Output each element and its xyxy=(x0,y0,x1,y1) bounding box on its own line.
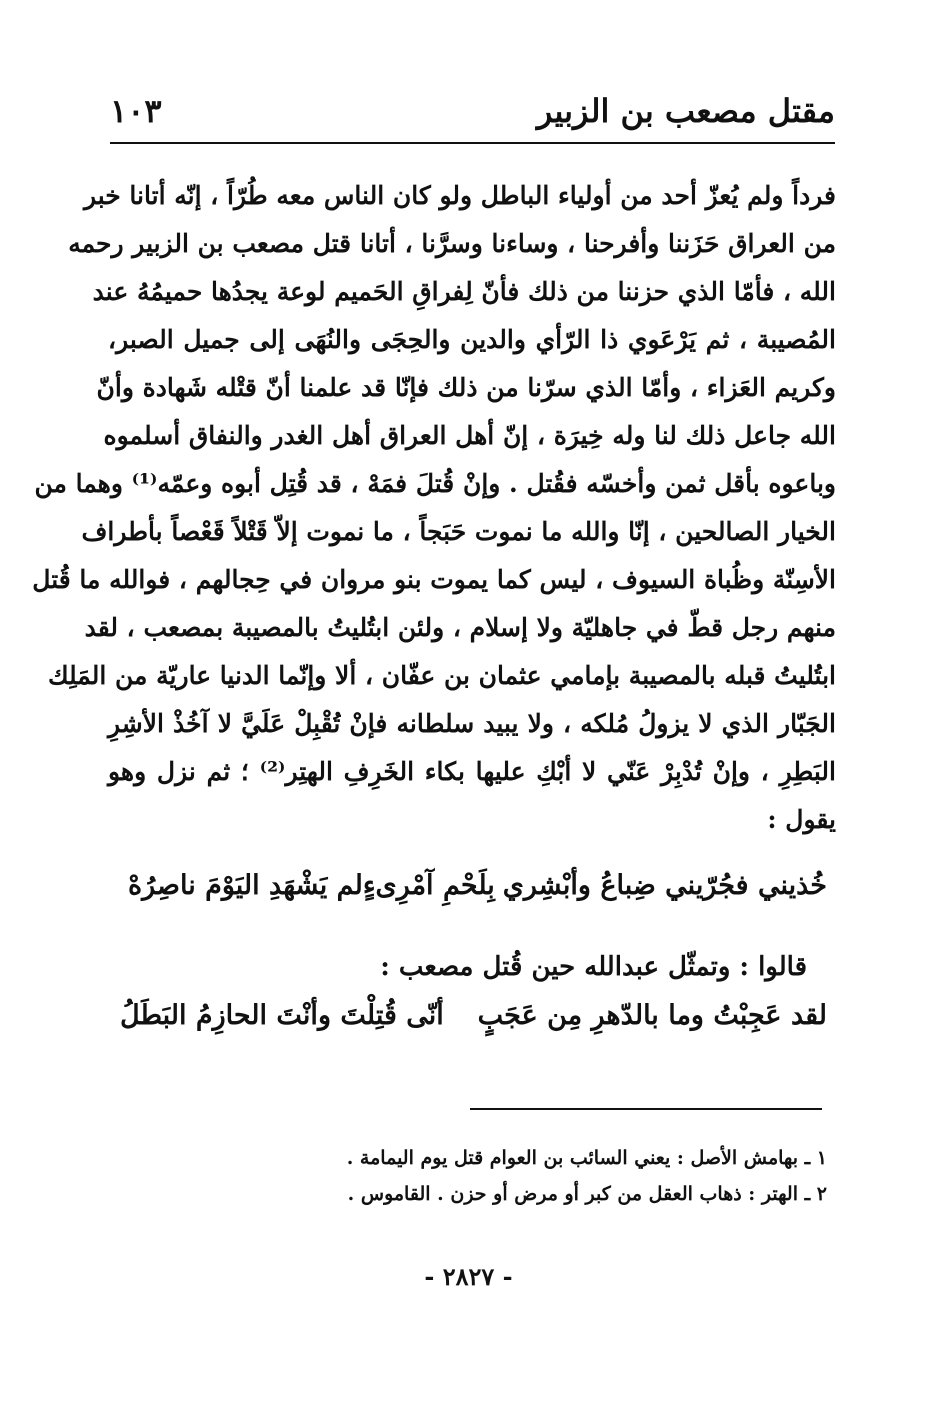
verse-2-second-hemistich: أنّى قُتِلْتَ وأنْتَ الحازِمُ البَطَلُ xyxy=(120,1000,444,1031)
text-line: فرداً ولم يُعزّ أحد من أولياء الباطل ولو كان الناس معه طُرّاً ، إنّه أتانا خبر xyxy=(83,181,836,210)
verse-2-first-hemistich: لقد عَجِبْتُ وما بالدّهرِ مِن عَجَبٍ xyxy=(477,1000,827,1031)
main-text xyxy=(32,172,836,844)
footnotes xyxy=(347,1140,827,1212)
verse-1-first-hemistich: خُذيني فجُرّيني ضِباعُ وأبْشِري xyxy=(502,870,827,901)
verse-caption: قالوا : وتمثّل عبدالله حين قُتل مصعب : xyxy=(380,952,807,982)
text-line: الجَبّار الذي لا يزولُ مُلكه ، ولا يبيد سلطانه فإنْ تُقْبِلْ عَلَيَّ لا آخُذْ الأشِرِ xyxy=(108,709,836,738)
text-line: يقول : xyxy=(767,805,836,834)
page-header xyxy=(110,88,835,138)
text-line: الله ، فأمّا الذي حزننا من ذلك فأنّ لِفراقِ الحَميم لوعة يجدُها حميمُهُ عند xyxy=(92,277,836,306)
footnote-2: ٢ ـ الهتر : ذهاب العقل من كبر أو مرض أو حزن . القاموس . xyxy=(347,1183,827,1205)
text-line: وباعوه بأقل ثمن وأخسّه فقُتل . وإنْ قُتلَ فمَهْ ، قد قُتِل أبوه وعمّه⁽¹⁾ وهما من xyxy=(34,469,836,498)
text-line: ابتُليتُ قبله بالمصيبة بإمامي عثمان بن عفّان ، ألا وإنّما الدنيا عاريّة من المَلِك xyxy=(47,661,836,690)
verse-1-second-hemistich: بِلَحْمِ آمْرِىءٍلم يَشْهَدِ اليَوْمَ ناصِرُهْ xyxy=(128,870,495,901)
text-line: الخيار الصالحين ، إنّا والله ما نموت حَبَجاً ، ما نموت إلاّ قَتْلاً قَعْصاً بأطراف xyxy=(81,517,836,546)
header-divider xyxy=(110,142,835,144)
text-line: الله جاعل ذلك لنا وله خِيرَة ، إنّ أهل العراق أهل الغدر والنفاق أسلموه xyxy=(103,421,836,450)
text-line: منهم رجل قطّ في جاهليّة ولا إسلام ، ولئن ابتُليتُ بالمصيبة بمصعب ، لقد xyxy=(84,613,836,642)
text-line: البَطِرِ ، وإنْ تُدْبِرْ عَنّي لا أبْكِ عليها بكاء الخَرِفِ الهتِر⁽²⁾ ؛ ثم نزل وهو xyxy=(108,757,836,786)
footnote-divider xyxy=(470,1108,822,1110)
page-footer-code: - ٢٨٢٧ - xyxy=(424,1262,513,1291)
page-number: ١٠٣ xyxy=(110,92,162,130)
text-line: من العراق حَزَننا وأفرحنا ، وساءنا وسرَّنا ، أتانا قتل مصعب بن الزبير رحمه xyxy=(68,229,836,258)
text-line: الأسِنّة وظُباة السيوف ، ليس كما يموت بنو مروان في حِجالهم ، فوالله ما قُتل xyxy=(32,565,836,594)
text-line: وكريم العَزاء ، وأمّا الذي سرّنا من ذلك فإنّا قد علمنا أنّ قتْله شَهادة وأنّ xyxy=(96,373,836,402)
text-line: المُصيبة ، ثم يَرْعَوي ذا الرّأي والدين والحِجَى والنُهَى إلى جميل الصبر، xyxy=(108,325,836,354)
footnote-1: ١ ـ بهامش الأصل : يعني السائب بن العوام قتل يوم اليمامة . xyxy=(346,1147,827,1169)
running-title: مقتل مصعب بن الزبير xyxy=(536,92,835,130)
